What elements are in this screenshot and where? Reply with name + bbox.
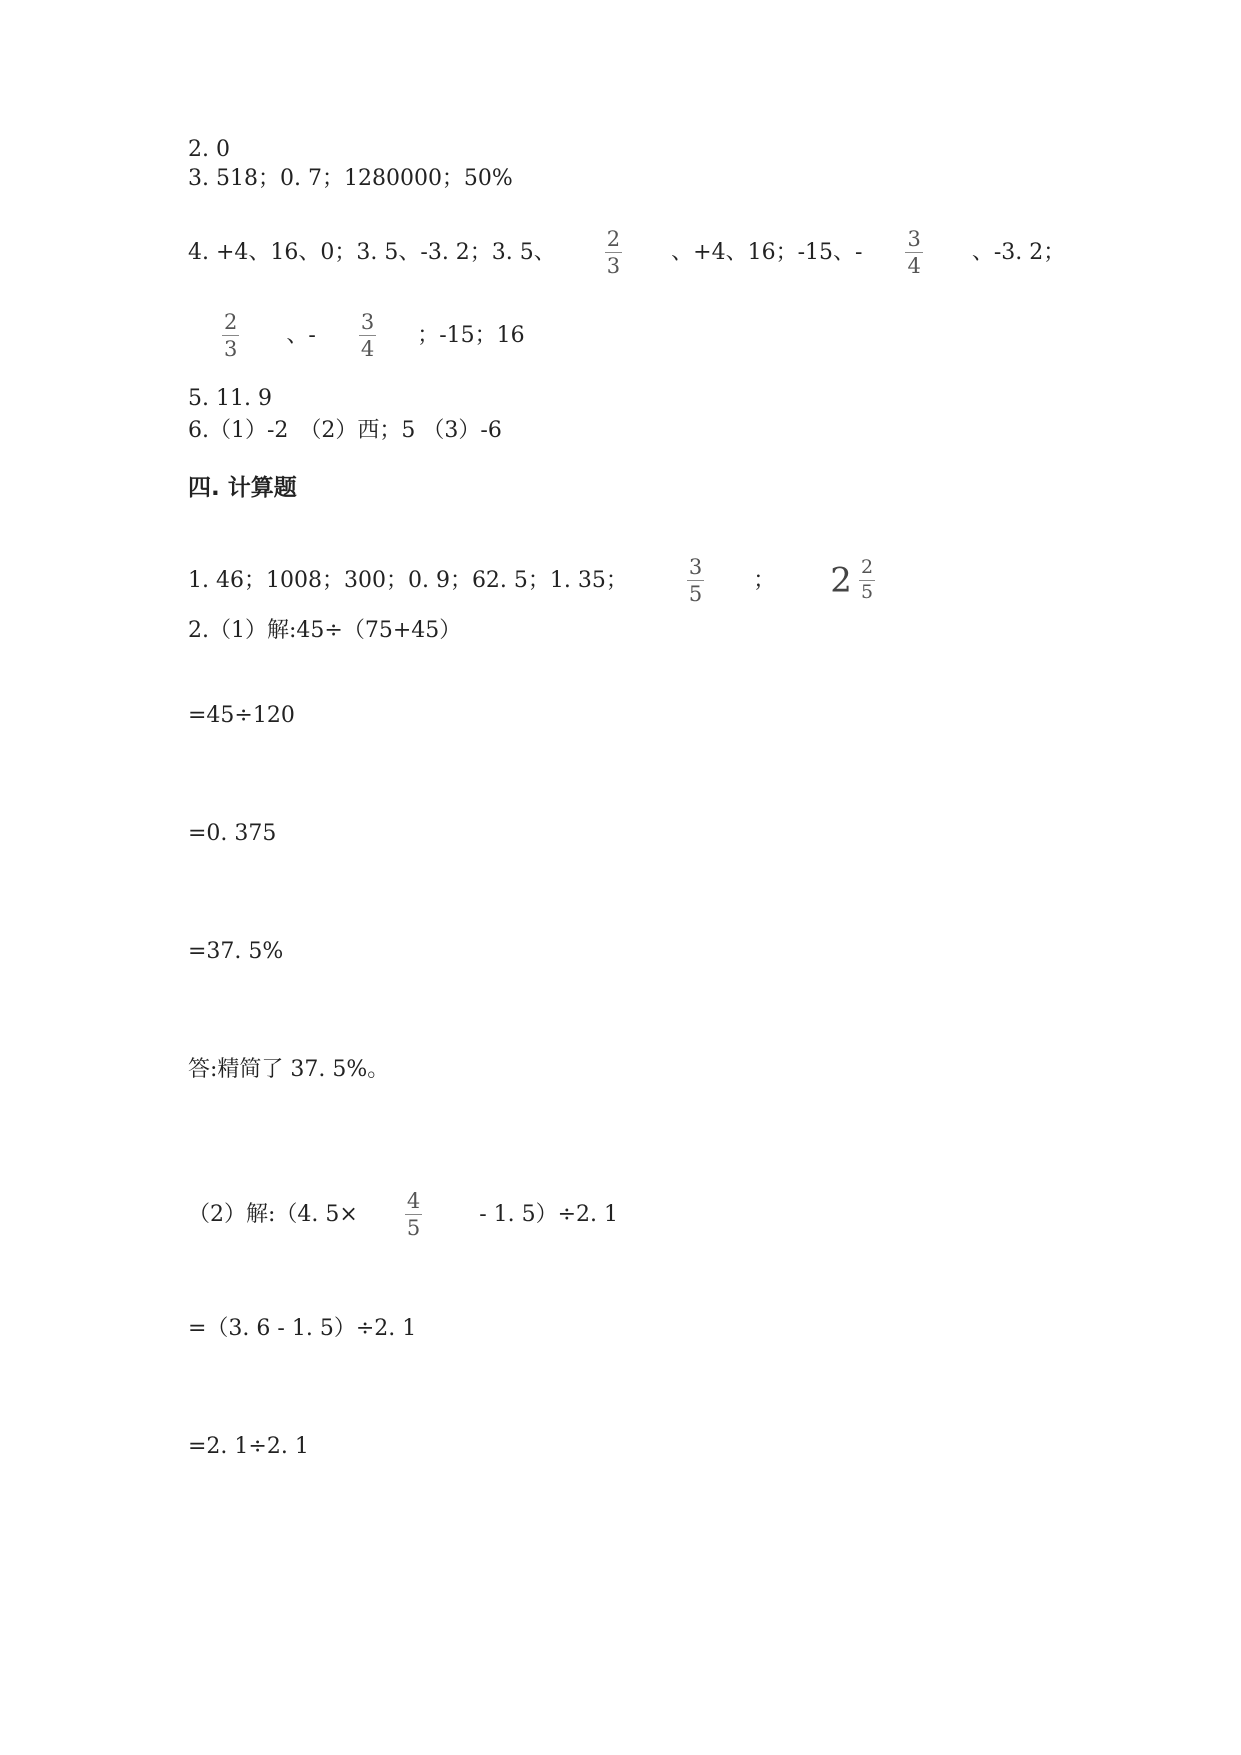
fraction-denominator: 4 bbox=[360, 337, 375, 362]
fraction-two-thirds bbox=[605, 228, 622, 277]
fraction-numerator: 2 bbox=[860, 556, 874, 579]
q2-2-step-2: =2. 1÷2. 1 bbox=[188, 1434, 309, 1459]
fraction-numerator: 3 bbox=[907, 227, 921, 251]
fraction-bar bbox=[605, 252, 622, 253]
fraction-denominator: 5 bbox=[688, 582, 703, 607]
fraction-three-quarters bbox=[905, 228, 922, 277]
fraction-denominator: 4 bbox=[907, 254, 921, 279]
fraction-numerator: 3 bbox=[360, 310, 375, 334]
calc-line-1 bbox=[188, 556, 875, 605]
q2-1-title: 2.（1）解:45÷（75+45） bbox=[188, 618, 462, 643]
section-heading: 四. 计算题 bbox=[188, 475, 297, 501]
fraction-bar bbox=[905, 252, 922, 253]
fraction-three-fifths bbox=[687, 556, 704, 605]
fraction-denominator: 5 bbox=[406, 1216, 421, 1241]
mixed-number-whole: 2 bbox=[830, 560, 852, 601]
answer-line-4 bbox=[188, 228, 1065, 277]
fraction-numerator: 2 bbox=[224, 310, 238, 334]
fraction-bar bbox=[222, 335, 239, 336]
q2-2-step-1: =（3. 6 - 1. 5）÷2. 1 bbox=[188, 1316, 417, 1341]
answer-line-4-continued bbox=[222, 311, 525, 360]
fraction-two-thirds bbox=[222, 311, 239, 360]
mixed-number bbox=[830, 558, 875, 603]
fraction-bar bbox=[359, 335, 376, 336]
q2-1-answer: 答:精简了 37. 5%。 bbox=[188, 1057, 390, 1082]
answer-line-6: 6.（1）-2 （2）西；5 （3）-6 bbox=[188, 418, 502, 443]
fraction-numerator: 2 bbox=[606, 227, 621, 251]
q2-1-step-1: =45÷120 bbox=[188, 703, 295, 728]
mixed-number-fraction bbox=[859, 558, 875, 603]
fraction-four-fifths bbox=[405, 1190, 422, 1239]
answer-line-4-text-c: 、-3. 2； bbox=[971, 239, 1066, 265]
q2-2-title bbox=[188, 1190, 618, 1239]
calc-line-1-text-a: 1. 46；1008；300；0. 9；62. 5；1. 35； bbox=[188, 567, 628, 593]
answer-line-2: 2. 0 bbox=[188, 137, 230, 162]
answer-line-3: 3. 518；0. 7；1280000；50% bbox=[188, 166, 513, 191]
fraction-denominator: 3 bbox=[224, 337, 238, 362]
calc-line-1-text-b: ； bbox=[753, 567, 776, 593]
answer-line-5: 5. 11. 9 bbox=[188, 386, 272, 411]
fraction-three-quarters bbox=[359, 311, 376, 360]
q2-1-step-2: =0. 375 bbox=[188, 821, 277, 846]
fraction-denominator: 5 bbox=[860, 581, 874, 604]
q2-1-step-3: =37. 5% bbox=[188, 939, 284, 964]
fraction-bar bbox=[687, 580, 704, 581]
fraction-denominator: 3 bbox=[606, 254, 621, 279]
fraction-numerator: 4 bbox=[406, 1189, 421, 1213]
fraction-bar bbox=[405, 1214, 422, 1215]
answer-line-4-text-a: 4. +4、16、0；3. 5、-3. 2；3. 5、 bbox=[188, 239, 556, 265]
q2-2-title-text-a: （2）解:（4. 5× bbox=[188, 1201, 358, 1227]
answer-line-4b-text-b: ；-15；16 bbox=[417, 322, 525, 348]
answer-line-4-text-b: 、+4、16；-15、- bbox=[671, 239, 863, 265]
q2-2-title-text-b: - 1. 5）÷2. 1 bbox=[479, 1201, 619, 1227]
fraction-numerator: 3 bbox=[688, 555, 703, 579]
answer-line-4b-text-a: 、- bbox=[286, 322, 316, 348]
